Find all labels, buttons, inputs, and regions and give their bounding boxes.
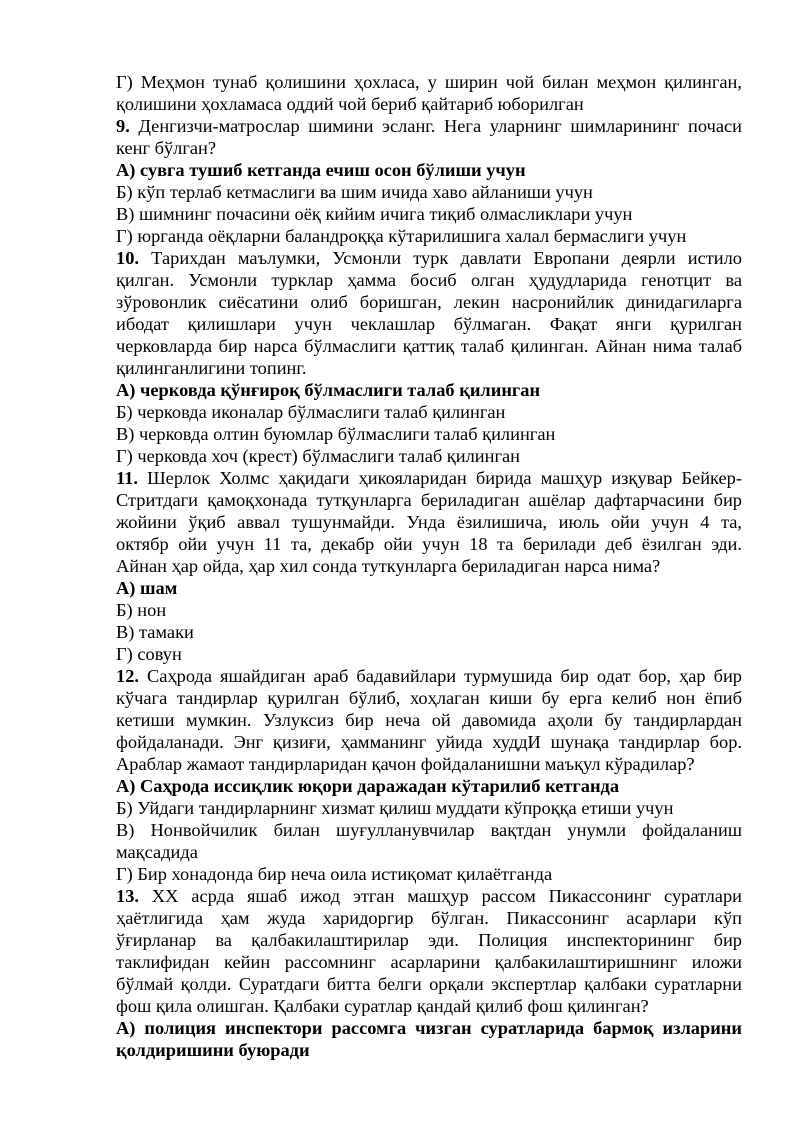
- line-text: Саҳрода яшайдиган араб бадавийлари турмушида бир одат бор, ҳар бир: [139, 666, 742, 686]
- text-line: [116, 71, 742, 93]
- line-text: В) Нонвойчилик билан шуғулланувчилар вақтдан унумли фойдаланиш: [116, 820, 742, 840]
- line-text: зўровонлик сиёсатини олиб боришган, лекин насронийлик динидагиларга: [116, 292, 742, 312]
- line-text: қилинганлигини топинг.: [116, 358, 307, 378]
- text-line: [116, 555, 742, 577]
- line-text: қолдиришини буюради: [116, 1040, 310, 1060]
- answer-line: [116, 159, 742, 181]
- text-line: [116, 401, 742, 423]
- text-line: [116, 797, 742, 819]
- line-text: қолишини ҳохламаса оддий чой бериб қайтариб юборилган: [116, 94, 584, 114]
- line-text: XX асрда яшаб ижод этган машҳур рассом Пикассонинг суратлари: [139, 886, 742, 906]
- answer-line: [116, 1017, 742, 1039]
- text-line: [116, 995, 742, 1017]
- line-text: Араблар жамаот тандирларидан қачон фойдаланишни маъқул кўрадилар?: [116, 754, 695, 774]
- text-line: [116, 929, 742, 951]
- text-line: [116, 137, 742, 159]
- answer-line: [116, 775, 742, 797]
- line-text: кўчага тандирлар қурилган бўлиб, хоҳлаган киши бу ерга келиб нон ёпиб: [116, 688, 742, 708]
- line-text: бўлмай қолди. Суратдаги битта белги орқали экспертлар қалбаки суратларни: [116, 974, 742, 994]
- line-text: Б) Уйдаги тандирларнинг хизмат қилиш муддати кўпроққа етиши учун: [116, 798, 674, 818]
- text-line: [116, 863, 742, 885]
- question-line: [116, 115, 742, 137]
- text-line: [116, 181, 742, 203]
- question-line: [116, 665, 742, 687]
- line-text: ўғирланар ва қалбакилаштирилар эди. Полиция инспекторининг бир: [116, 930, 742, 950]
- text-line: [116, 203, 742, 225]
- question-line: [116, 885, 742, 907]
- text-line: [116, 313, 742, 335]
- text-line: [116, 599, 742, 621]
- line-text: Б) нон: [116, 600, 167, 620]
- line-text: жойини ўқиб аввал тушунмайди. Унда ёзилишича, июль ойи учун 4 та,: [116, 512, 742, 532]
- answer-line: [116, 577, 742, 599]
- line-text: Г) Меҳмон тунаб қолишини ҳохласа, у ширин чой билан меҳмон қилинган,: [116, 72, 742, 92]
- line-text: Шерлок Холмс ҳақидаги ҳикояларидан бирида машҳур изқувар Бейкер-: [137, 468, 742, 488]
- line-text: А) Саҳрода иссиқлик юқори даражадан кўтарилиб кетганда: [116, 776, 620, 796]
- answer-line: [116, 379, 742, 401]
- text-line: [116, 93, 742, 115]
- line-text: фойдаланади. Энг қизиғи, ҳамманинг уйида худдИ шунақа тандирлар бор.: [116, 732, 742, 752]
- text-line: [116, 753, 742, 775]
- text-line: [116, 423, 742, 445]
- text-line: [116, 335, 742, 357]
- text-line: [116, 709, 742, 731]
- text-line: [116, 511, 742, 533]
- line-text: ибодат қилишлари учун чеклашлар бўлмаган. Фақат янги қурилган: [116, 314, 742, 334]
- question-number: 10.: [116, 248, 139, 268]
- line-text: таклифидан кейин рассомнинг асарларини қалбакилаштиришнинг иложи: [116, 952, 742, 972]
- question-line: [116, 247, 742, 269]
- line-text: ҳаётлигида ҳам жуда харидоргир бўлган. Пикассонинг асарлари кўп: [116, 908, 742, 928]
- line-text: Г) Бир хонадонда бир неча оила истиқомат қилаётганда: [116, 864, 553, 884]
- line-text: В) шимнинг почасини оёқ кийим ичига тиқиб олмасликлари учун: [116, 204, 633, 224]
- line-text: Г) черковда хоч (крест) бўлмаслиги талаб қилинган: [116, 446, 520, 466]
- line-text: А) черковда қўнғироқ бўлмаслиги талаб қилинган: [116, 380, 541, 400]
- line-text: Стритдаги қамоқхонада тутқунларга бериладиган ашёлар дафтарчасини бир: [116, 490, 742, 510]
- line-text: Г) юрганда оёқларни баландроққа кўтарилишига халал бермаслиги учун: [116, 226, 687, 246]
- answer-line: [116, 1039, 742, 1061]
- line-text: В) черковда олтин буюмлар бўлмаслиги талаб қилинган: [116, 424, 556, 444]
- line-text: А) полиция инспектори рассомга чизган суратларида бармоқ изларини: [116, 1018, 742, 1038]
- question-number: 12.: [116, 666, 139, 686]
- line-text: кетиши мумкин. Узлуксиз бир неча ой давомида аҳоли бу тандирлардан: [116, 710, 742, 730]
- text-line: [116, 643, 742, 665]
- line-text: Б) черковда иконалар бўлмаслиги талаб қилинган: [116, 402, 506, 422]
- line-text: Тарихдан маълумки, Усмонли турк давлати Европани деярли истило: [139, 248, 742, 268]
- question-number: 13.: [116, 886, 139, 906]
- line-text: қилган. Усмонли турклар ҳамма босиб олган ҳудудларида генотцит ва: [116, 270, 742, 290]
- question-number: 9.: [116, 116, 130, 136]
- text-line: [116, 907, 742, 929]
- text-line: [116, 687, 742, 709]
- text-line: [116, 841, 742, 863]
- line-text: Г) совун: [116, 644, 182, 664]
- text-line: [116, 731, 742, 753]
- text-line: [116, 445, 742, 467]
- line-text: Айнан ҳар ойда, ҳар хил сонда туткунларга бериладиган нарса нима?: [116, 556, 661, 576]
- line-text: В) тамаки: [116, 622, 194, 642]
- text-line: [116, 225, 742, 247]
- text-line: [116, 533, 742, 555]
- text-line: [116, 973, 742, 995]
- question-line: [116, 467, 742, 489]
- line-text: Б) кўп терлаб кетмаслиги ва шим ичида хаво айланиши учун: [116, 182, 593, 202]
- line-text: черковларда бир нарса бўлмаслиги қаттиқ талаб қилинган. Айнан нима талаб: [116, 336, 742, 356]
- text-line: [116, 269, 742, 291]
- line-text: кенг бўлган?: [116, 138, 217, 158]
- line-text: А) сувга тушиб кетганда ечиш осон бўлиши учун: [116, 160, 526, 180]
- line-text: Денгизчи-матрослар шимини эсланг. Нега уларнинг шимларининг почаси: [129, 116, 742, 136]
- text-line: [116, 489, 742, 511]
- text-line: [116, 621, 742, 643]
- text-line: [116, 951, 742, 973]
- text-line: [116, 819, 742, 841]
- text-line: [116, 291, 742, 313]
- line-text: октябр ойи учун 11 та, декабр ойи учун 18 та берилади деб ёзилган эди.: [116, 534, 742, 554]
- question-number: 11.: [116, 468, 138, 488]
- text-line: [116, 357, 742, 379]
- line-text: А) шам: [116, 578, 178, 598]
- line-text: фош қила олишган. Қалбаки суратлар қандай қилиб фош қилинган?: [116, 996, 649, 1016]
- line-text: мақсадида: [116, 842, 198, 862]
